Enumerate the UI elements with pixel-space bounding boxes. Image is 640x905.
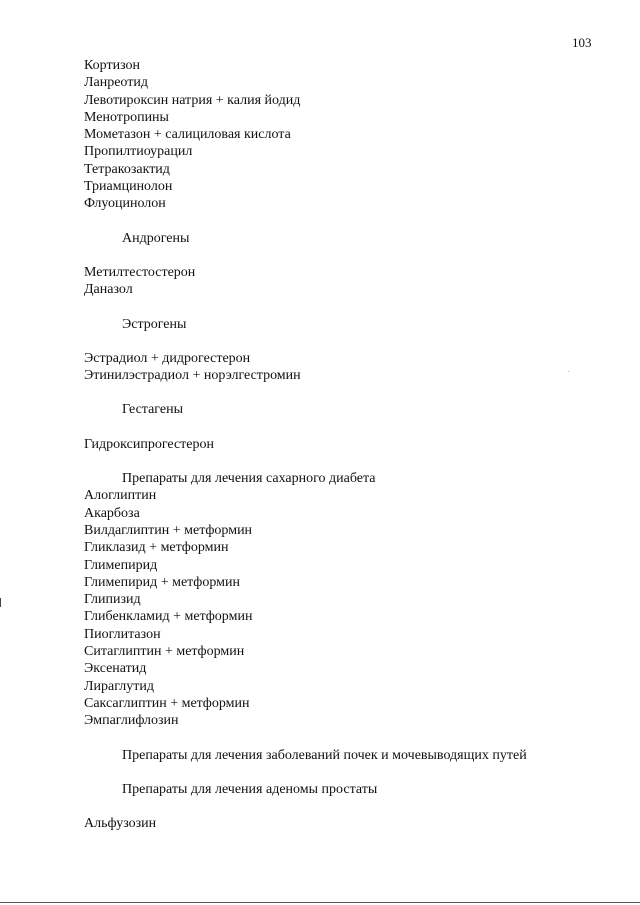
list-item: Эксенатид xyxy=(84,661,147,677)
section-heading-gestagens: Гестагены xyxy=(122,402,183,418)
list-item: Глибенкламид + метформин xyxy=(84,609,253,625)
scan-speck xyxy=(568,371,569,372)
drug-list-continued xyxy=(84,57,604,213)
list-item: Метилтестостерон xyxy=(84,264,196,280)
section-heading-estrogens: Эстрогены xyxy=(122,316,187,332)
list-item: Левотироксин натрия + калия йодид xyxy=(84,92,301,108)
list-item: Гликлазид + метформин xyxy=(84,540,229,556)
androgens-list xyxy=(84,264,604,299)
gestagens-list xyxy=(84,436,604,453)
document-body xyxy=(84,57,604,832)
list-item: Глимепирид + метформин xyxy=(84,574,240,590)
list-item: Ланреотид xyxy=(84,75,148,91)
section-heading-androgens: Андрогены xyxy=(122,230,190,246)
list-item: Саксаглиптин + метформин xyxy=(84,695,250,711)
scan-edge-mark xyxy=(0,598,1,607)
list-item: Глипизид xyxy=(84,592,141,608)
list-item: Эмпаглифлозин xyxy=(84,713,179,729)
list-item: Эстрадиол + дидрогестерон xyxy=(84,350,251,366)
section-heading-prostate: Препараты для лечения аденомы простаты xyxy=(122,781,378,797)
list-item: Алоглиптин xyxy=(84,488,157,504)
list-item: Альфузозин xyxy=(84,816,157,832)
page-number: 103 xyxy=(572,35,592,50)
list-item: Лираглутид xyxy=(84,678,154,694)
list-item: Тетракозактид xyxy=(84,161,170,177)
list-item: Флуоцинолон xyxy=(84,196,166,212)
list-item: Кортизон xyxy=(84,58,141,73)
diabetes-list xyxy=(84,487,604,729)
prostate-list xyxy=(84,815,604,832)
section-heading-kidney: Препараты для лечения заболеваний почек и мочевыводящих путей xyxy=(122,747,527,763)
list-item: Даназол xyxy=(84,282,133,298)
list-item: Акарбоза xyxy=(84,505,140,521)
list-item: Глимепирид xyxy=(84,557,158,573)
scan-bottom-edge xyxy=(0,902,640,903)
list-item: Пропилтиоурацил xyxy=(84,144,193,160)
list-item: Триамцинолон xyxy=(84,179,173,195)
list-item: Ситаглиптин + метформин xyxy=(84,644,245,660)
list-item: Мометазон + салициловая кислота xyxy=(84,127,291,143)
list-item: Вилдаглиптин + метформин xyxy=(84,522,253,538)
section-heading-diabetes: Препараты для лечения сахарного диабета xyxy=(122,471,376,487)
estrogens-list xyxy=(84,350,604,385)
list-item: Пиоглитазон xyxy=(84,626,161,642)
list-item: Этинилэстрадиол + норэлгестромин xyxy=(84,368,301,384)
list-item: Гидроксипрогестерон xyxy=(84,436,214,452)
list-item: Менотропины xyxy=(84,109,169,125)
